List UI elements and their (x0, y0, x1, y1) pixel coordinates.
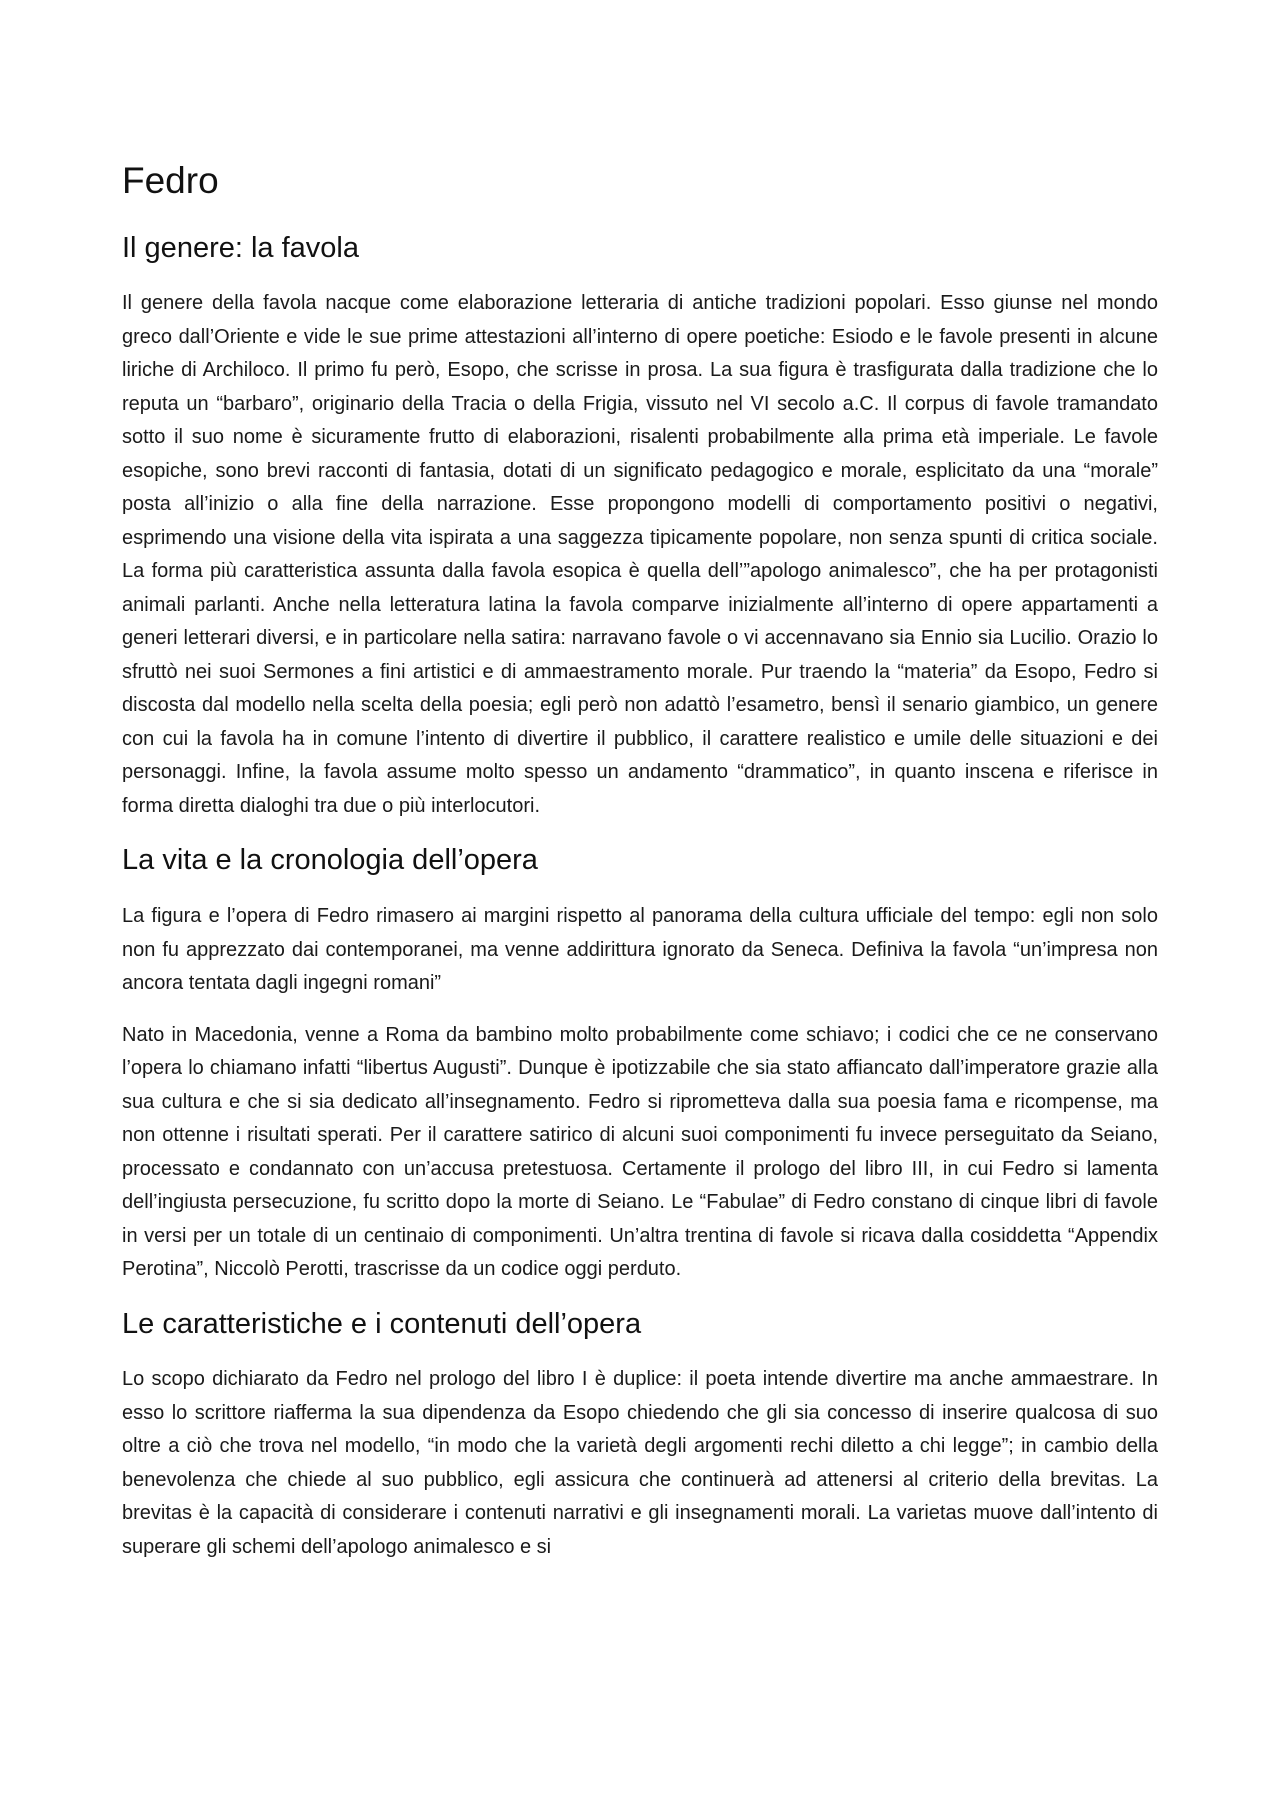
document-title: Fedro (122, 160, 219, 201)
paragraph: Il genere della favola nacque come elaborazione letteraria di antiche tradizioni popolari. Esso giunse nel mondo greco dall’Oriente e vide le sue prime attestazioni all’interno di opere poetiche: Esiodo e le favole presenti in alcune liriche di Archiloco. Il primo fu però, Esopo, che scrisse in prosa. La sua figura è trasfigurata dalla tradizione che lo reputa un “barbaro”, originario della Tracia o della Frigia, vissuto nel VI secolo a.C. Il corpus di favole tramandato sotto il suo nome è sicuramente frutto di elaborazioni, risalenti probabilmente alla prima età imperiale. Le favole esopiche, sono brevi racconti di fantasia, dotati di un significato pedagogico e morale, esplicitato da una “morale” posta all’inizio o alla fine della narrazione. Esse propongono modelli di comportamento positivi o negativi, esprimendo una visione della vita ispirata a una saggezza tipicamente popolare, non senza spunti di critica sociale. La forma più caratteristica assunta dalla favola esopica è quella dell’”apologo animalesco”, che ha per protagonisti animali parlanti. Anche nella letteratura latina la favola comparve inizialmente all’interno di opere appartamenti a generi letterari diversi, e in particolare nella satira: narravano favole o vi accennavano sia Ennio sia Lucilio. Orazio lo sfruttò nei suoi Sermones a fini artistici e di ammaestramento morale. Pur traendo la “materia” da Esopo, Fedro si discosta dal modello nella scelta della poesia; egli però non adattò l’esametro, bensì il senario giambico, un genere con cui la favola ha in comune l’intento di divertire il pubblico, il carattere realistico e umile delle situazioni e dei personaggi. Infine, la favola assume molto spesso un andamento “drammatico”, in quanto inscena e riferisce in forma diretta dialoghi tra due o più interlocutori. (122, 292, 1158, 817)
section-heading: Le caratteristiche e i contenuti dell’opera (122, 1307, 642, 1340)
document-page (122, 150, 1158, 1584)
paragraph: La figura e l’opera di Fedro rimasero ai margini rispetto al panorama della cultura ufficiale del tempo: egli non solo non fu apprezzato dai contemporanei, ma venne addirittura ignorato da Seneca. Definiva la favola “un’impresa non ancora tentata dagli ingegni romani” (122, 905, 1158, 995)
paragraph: Lo scopo dichiarato da Fedro nel prologo del libro I è duplice: il poeta intende divertire ma anche ammaestrare. In esso lo scrittore riafferma la sua dipendenza da Esopo chiedendo che gli sia concesso di inserire qualcosa di suo oltre a ciò che trova nel modello, “in modo che la varietà degli argomenti rechi diletto a chi legge”; in cambio della benevolenza che chiede al suo pubblico, egli assicura che continuerà ad attenersi al criterio della brevitas. La brevitas è la capacità di considerare i contenuti narrativi e gli insegnamenti morali. La varietas muove dall’intento di superare gli schemi dell’apologo animalesco e si (122, 1368, 1158, 1558)
section-caratteristiche (122, 1307, 1158, 1565)
paragraph: Nato in Macedonia, venne a Roma da bambino molto probabilmente come schiavo; i codici che ce ne conservano l’opera lo chiamano infatti “libertus Augusti”. Dunque è ipotizzabile che sia stato affiancato dall’imperatore grazie alla sua cultura e che si sia dedicato all’insegnamento. Fedro si riprometteva dalla sua poesia fama e ricompense, ma non ottenne i risultati sperati. Per il carattere satirico di alcuni suoi componimenti fu invece perseguitato da Seiano, processato e condannato con un’accusa pretestuosa. Certamente il prologo del libro III, in cui Fedro si lamenta dell’ingiusta persecuzione, fu scritto dopo la morte di Seiano. Le “Fabulae” di Fedro constano di cinque libri di favole in versi per un totale di un centinaio di componimenti. Un’altra trentina di favole si ricava dalla cosiddetta “Appendix Perotina”, Niccolò Perotti, trascrisse da un codice oggi perduto. (122, 1023, 1158, 1281)
section-heading: Il genere: la favola (122, 231, 359, 264)
section-genere (122, 231, 1158, 824)
section-heading: La vita e la cronologia dell’opera (122, 844, 538, 877)
section-vita (122, 843, 1158, 1286)
